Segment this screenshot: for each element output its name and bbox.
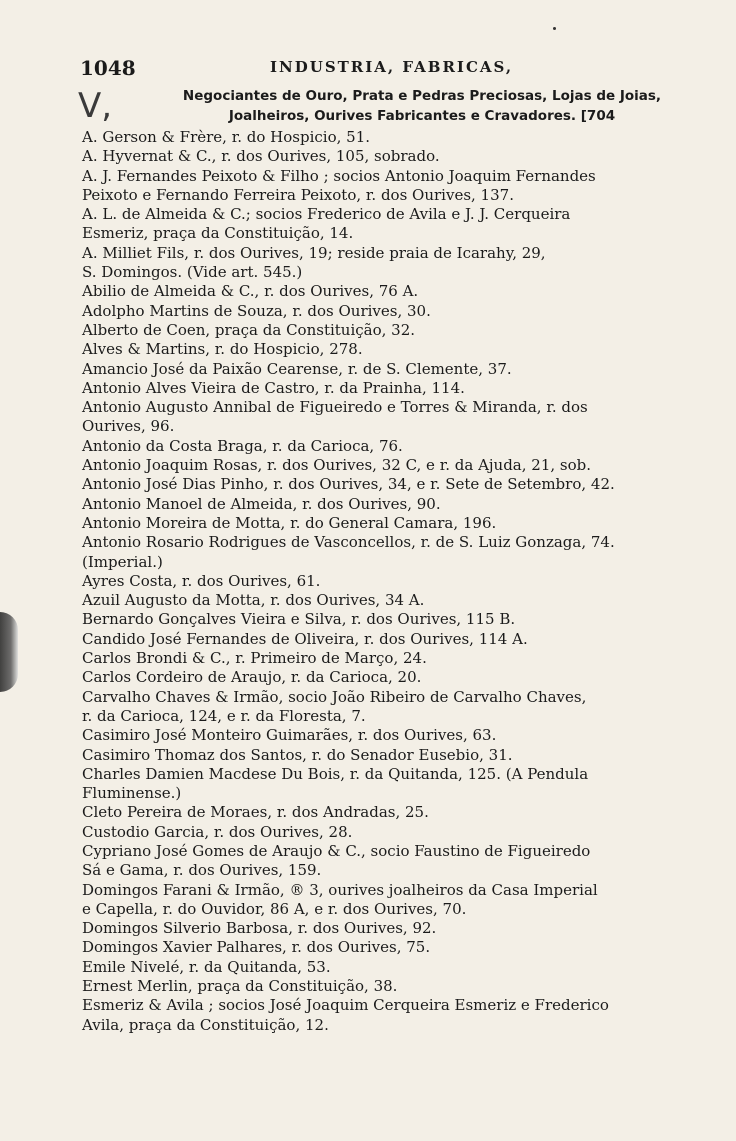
entry-text: Domingos Farani & Irmão, ® 3, ourives joalheiros da Casa Imperial: [82, 880, 598, 899]
directory-entry: [82, 977, 712, 996]
entry-text: A. Milliet Fils, r. dos Ourives, 19; reside praia de Icarahy, 29,: [82, 243, 546, 262]
directory-entry: [82, 591, 712, 610]
directory-entry: [82, 803, 712, 822]
entry-text: Custodio Garcia, r. dos Ourives, 28.: [82, 822, 353, 841]
directory-entry: [82, 996, 712, 1035]
directory-entry: [82, 823, 712, 842]
directory-entry: [82, 398, 712, 437]
directory-entry: [82, 765, 712, 804]
entry-text: Carlos Brondi & C., r. Primeiro de Março, 24.: [82, 649, 427, 668]
entry-text: Antonio Moreira de Motta, r. do General Camara, 196.: [82, 513, 497, 532]
entry-text: A. Gerson & Frère, r. do Hospicio, 51.: [82, 128, 371, 146]
directory-entry: [82, 842, 712, 881]
entry-text: Casimiro Thomaz dos Santos, r. do Senador Eusebio, 31.: [82, 745, 513, 764]
directory-entry: [82, 437, 712, 456]
directory-entry: [82, 881, 712, 920]
running-title: INDUSTRIA, FABRICAS,: [270, 58, 514, 76]
directory-entry: [82, 456, 712, 475]
entry-continuation: Esmeriz, praça da Constituição, 14.: [82, 224, 354, 243]
section-heading-line-2: Joalheiros, Ourives Fabricantes e Cravadores. [704: [228, 108, 616, 124]
ink-dot: [553, 27, 556, 30]
directory-entry: [82, 167, 712, 206]
entry-text: Ernest Merlin, praça da Constituição, 38.: [82, 977, 398, 996]
directory-entry: [82, 128, 712, 147]
entry-text: Emile Nivelé, r. da Quitanda, 53.: [82, 957, 331, 976]
directory-entry: [82, 668, 712, 687]
page-edge-shadow: [0, 612, 18, 692]
entry-text: Antonio Rosario Rodrigues de Vasconcellos, r. de S. Luiz Gonzaga, 74.: [82, 533, 615, 552]
directory-entry: [82, 533, 712, 572]
entry-text: Alberto de Coen, praça da Constituição, 32.: [82, 320, 416, 339]
entry-text: Carvalho Chaves & Irmão, socio João Ribeiro de Carvalho Chaves,: [82, 687, 587, 706]
entry-text: Azuil Augusto da Motta, r. dos Ourives, 34 A.: [82, 591, 425, 610]
directory-entry: [82, 321, 712, 340]
directory-entry: [82, 244, 712, 283]
directory-entry: [82, 379, 712, 398]
entry-list: [82, 128, 712, 1035]
entry-text: A. L. de Almeida & C.; socios Frederico de Avila e J. J. Cerqueira: [82, 205, 571, 224]
directory-entry: [82, 282, 712, 301]
entry-text: Candido José Fernandes de Oliveira, r. dos Ourives, 114 A.: [82, 629, 528, 648]
handwritten-check-mark: V,: [78, 86, 113, 126]
page-header: [80, 56, 710, 80]
entry-text: Antonio Manoel de Almeida, r. dos Ourives, 90.: [82, 494, 441, 513]
directory-entry: [82, 360, 712, 379]
directory-entry: [82, 919, 712, 938]
entry-text: Charles Damien Macdese Du Bois, r. da Quitanda, 125. (A Pendula: [82, 764, 589, 783]
section-heading: [132, 86, 712, 126]
entry-text: Domingos Silverio Barbosa, r. dos Ourives, 92.: [82, 919, 437, 938]
entry-continuation: (Imperial.): [82, 552, 163, 571]
entry-continuation: r. da Carioca, 124, e r. da Floresta, 7.: [82, 706, 366, 725]
entry-text: A. J. Fernandes Peixoto & Filho ; socios Antonio Joaquim Fernandes: [82, 166, 596, 185]
directory-entry: [82, 514, 712, 533]
entry-text: Cleto Pereira de Moraes, r. dos Andradas, 25.: [82, 803, 429, 822]
directory-entry: [82, 205, 712, 244]
entry-text: Carlos Cordeiro de Araujo, r. da Carioca, 20.: [82, 668, 422, 687]
entry-text: Antonio Alves Vieira de Castro, r. da Prainha, 114.: [82, 378, 465, 397]
directory-entry: [82, 340, 712, 359]
directory-entry: [82, 572, 712, 591]
entry-text: Casimiro José Monteiro Guimarães, r. dos Ourives, 63.: [82, 726, 497, 745]
directory-entry: [82, 688, 712, 727]
entry-text: Cypriano José Gomes de Araujo & C., socio Faustino de Figueiredo: [82, 841, 591, 860]
entry-text: Antonio José Dias Pinho, r. dos Ourives, 34, e r. Sete de Setembro, 42.: [82, 475, 615, 494]
directory-entry: [82, 958, 712, 977]
entry-continuation: Peixoto e Fernando Ferreira Peixoto, r. dos Ourives, 137.: [82, 185, 514, 204]
page-number: 1048: [80, 56, 136, 80]
entry-text: Domingos Xavier Palhares, r. dos Ourives, 75.: [82, 938, 431, 957]
entry-text: Antonio da Costa Braga, r. da Carioca, 76.: [82, 436, 403, 455]
entry-text: Esmeriz & Avila ; socios José Joaquim Cerqueira Esmeriz e Frederico: [82, 996, 609, 1015]
directory-entry: [82, 302, 712, 321]
directory-entry: [82, 746, 712, 765]
directory-entry: [82, 938, 712, 957]
entry-text: A. Hyvernat & C., r. dos Ourives, 105, sobrado.: [82, 147, 440, 166]
entry-continuation: Ourives, 96.: [82, 417, 175, 436]
entry-text: Alves & Martins, r. do Hospicio, 278.: [82, 340, 363, 359]
entry-text: Antonio Joaquim Rosas, r. dos Ourives, 32 C, e r. da Ajuda, 21, sob.: [82, 456, 592, 475]
entry-text: Adolpho Martins de Souza, r. dos Ourives, 30.: [82, 301, 431, 320]
entry-continuation: Sá e Gama, r. dos Ourives, 159.: [82, 861, 322, 880]
entry-text: Antonio Augusto Annibal de Figueiredo e Torres & Miranda, r. dos: [82, 398, 588, 417]
entry-text: Ayres Costa, r. dos Ourives, 61.: [82, 571, 321, 590]
entry-continuation: Fluminense.): [82, 784, 182, 803]
entry-continuation: e Capella, r. do Ouvidor, 86 A, e r. dos Ourives, 70.: [82, 899, 467, 918]
entry-continuation: S. Domingos. (Vide art. 545.): [82, 263, 303, 282]
directory-entry: [82, 495, 712, 514]
directory-entry: [82, 475, 712, 494]
directory-entry: [82, 726, 712, 745]
directory-entry: [82, 630, 712, 649]
entry-text: Bernardo Gonçalves Vieira e Silva, r. dos Ourives, 115 B.: [82, 610, 516, 629]
entry-continuation: Avila, praça da Constituição, 12.: [82, 1015, 329, 1034]
directory-entry: [82, 649, 712, 668]
directory-entry: [82, 610, 712, 629]
section-heading-line-1: Negociantes de Ouro, Prata e Pedras Preciosas, Lojas de Joias,: [182, 88, 662, 104]
entry-text: Abilio de Almeida & C., r. dos Ourives, 76 A.: [82, 282, 419, 301]
entry-text: Amancio José da Paixão Cearense, r. de S. Clemente, 37.: [82, 359, 512, 378]
directory-entry: [82, 147, 712, 166]
